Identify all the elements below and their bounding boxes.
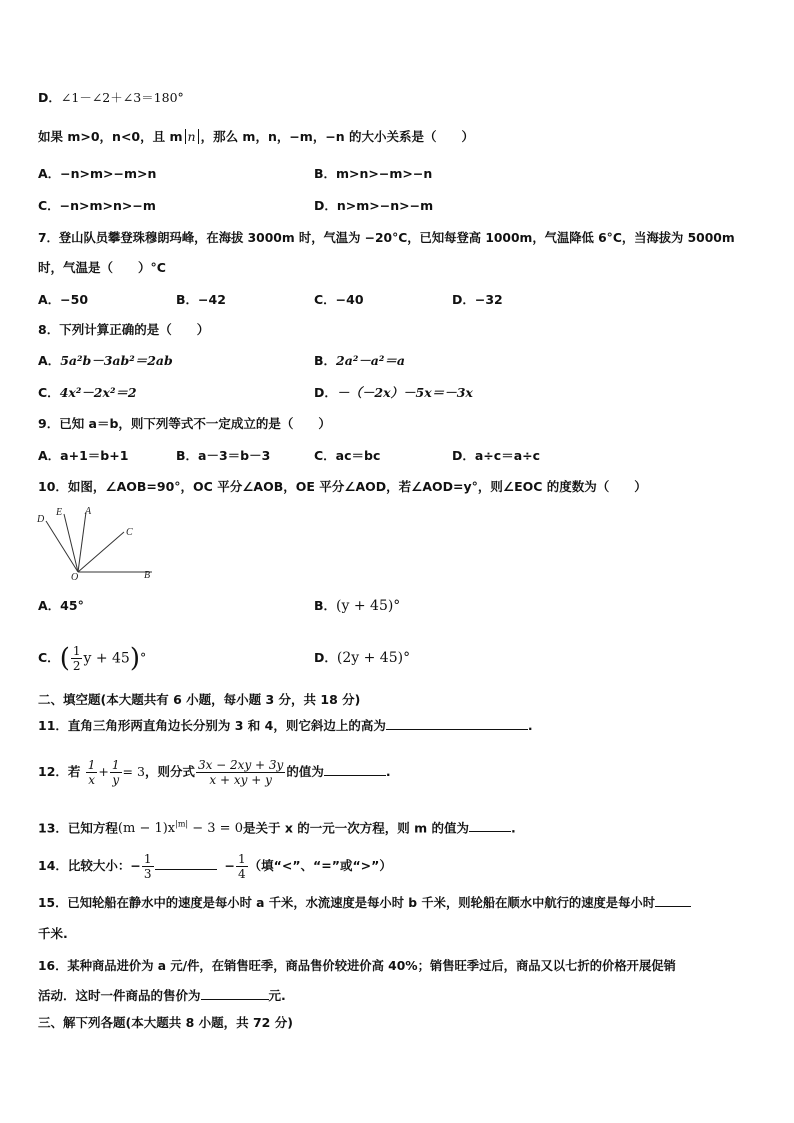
q8-option-c: C．4x²－2x²＝2 xyxy=(38,385,137,400)
section-2-heading: 二、填空题(本大题共有 6 小题，每小题 3 分，共 18 分) xyxy=(38,692,361,707)
angle-figure xyxy=(36,505,166,585)
ray-oa xyxy=(78,512,86,572)
q5-option-d: D．∠1－∠2＋∠3＝180° xyxy=(38,90,184,105)
label-d: D xyxy=(37,514,45,525)
label-o: O xyxy=(71,572,79,583)
q9-option-d: D．a÷c＝a÷c xyxy=(452,448,541,463)
q7-stem-line2: 时，气温是（ ）°C xyxy=(38,260,166,275)
q10-option-c: C．( $\frac{1}{2}$ y + 45)° xyxy=(38,643,147,674)
q15-answer-blank xyxy=(655,894,691,907)
q5-option-d-text: ∠1－∠2＋∠3＝180° xyxy=(60,90,184,105)
q12: 12．若 $\frac{1}{x}$ + $\frac{1}{y}$ = 3，则分式 $\frac{3x - 2xy + 3y}{x + xy + y}$ 的值为 . xyxy=(38,758,391,787)
ray-oc xyxy=(78,532,124,572)
q8-stem: 8．下列计算正确的是（ ） xyxy=(38,322,210,337)
q11-answer-blank xyxy=(386,717,528,730)
q16-line1: 16．某种商品进价为 a 元/件，在销售旺季，商品售价较进价高 40%；销售旺季过后，商品又以七折的价格开展促销 xyxy=(38,959,676,973)
q14-answer-blank xyxy=(155,857,217,870)
q14: 14．比较大小：− $\frac{1}{3}$ − $\frac{1}{4}$ （填“<”、“=”或“>”） xyxy=(38,852,392,881)
q10-option-b: B．(y + 45)° xyxy=(314,598,401,614)
q6-option-a: A．−n>m>−m>n xyxy=(38,166,157,181)
q7-stem-line1: 7．登山队员攀登珠穆朗玛峰，在海拔 3000m 时，气温为 −20°C，已知每登高 1000m，气温降低 6°C，当海拔为 5000m xyxy=(38,231,735,245)
q7-option-d: D．−32 xyxy=(452,292,503,307)
q8-option-d: D．－（－2x）－5x＝－3x xyxy=(314,385,473,400)
q10-stem: 10．如图，∠AOB=90°，OC 平分∠AOB，OE 平分∠AOD，若∠AOD=y°，则∠EOC 的度数为（ ） xyxy=(38,479,647,494)
q9-option-c: C．ac＝bc xyxy=(314,448,381,463)
q6-abs-value: n xyxy=(185,129,199,144)
q7-option-c: C．−40 xyxy=(314,292,364,307)
label-b: B xyxy=(144,570,151,581)
q6-option-b: B．m>n>−m>−n xyxy=(314,166,433,181)
label-a: A xyxy=(85,506,92,517)
q7-option-b: B．−42 xyxy=(176,292,226,307)
q9-stem: 9．已知 a＝b，则下列等式不一定成立的是（ ） xyxy=(38,416,331,431)
ray-od xyxy=(46,521,78,572)
q12-answer-blank xyxy=(324,763,386,776)
q15-line2: 千米. xyxy=(38,926,68,941)
q16-line2: 活动．这时一件商品的售价为 元. xyxy=(38,988,286,1003)
q7-option-a: A．−50 xyxy=(38,292,89,307)
q10-option-d: D．(2y + 45)° xyxy=(314,650,411,666)
label-c: C xyxy=(126,527,133,538)
q9-option-b: B．a－3＝b－3 xyxy=(176,448,271,463)
q9-option-a: A．a+1＝b+1 xyxy=(38,448,129,463)
q8-option-b: B．2a²－a²＝a xyxy=(314,353,405,368)
q6-stem: 如果 m>0，n<0，且 m n ，那么 m，n，−m，−n 的大小关系是（ ） xyxy=(38,129,475,144)
q10-option-a: A．45° xyxy=(38,598,84,613)
label-e: E xyxy=(56,507,63,518)
q11: 11．直角三角形两直角边长分别为 3 和 4，则它斜边上的高为 . xyxy=(38,718,533,733)
q8-option-a: A．5a²b－3ab²＝2ab xyxy=(38,353,173,368)
q13: 13．已知方程$(m - 1)x^{|m|} - 3 = 0$是关于 x 的一元一次方程，则 m 的值为 . xyxy=(38,820,516,837)
section-3-heading: 三、解下列各题(本大题共 8 小题，共 72 分) xyxy=(38,1015,293,1030)
q6-option-c: C．−n>m>n>−m xyxy=(38,198,156,213)
q16-answer-blank xyxy=(201,987,269,1000)
q15-line1: 15．已知轮船在静水中的速度是每小时 a 千米，水流速度是每小时 b 千米，则轮船在顺水中航行的速度是每小时 xyxy=(38,893,691,913)
q13-answer-blank xyxy=(469,819,511,832)
q6-option-d: D．n>m>−n>−m xyxy=(314,198,434,213)
ray-oe xyxy=(64,514,78,572)
